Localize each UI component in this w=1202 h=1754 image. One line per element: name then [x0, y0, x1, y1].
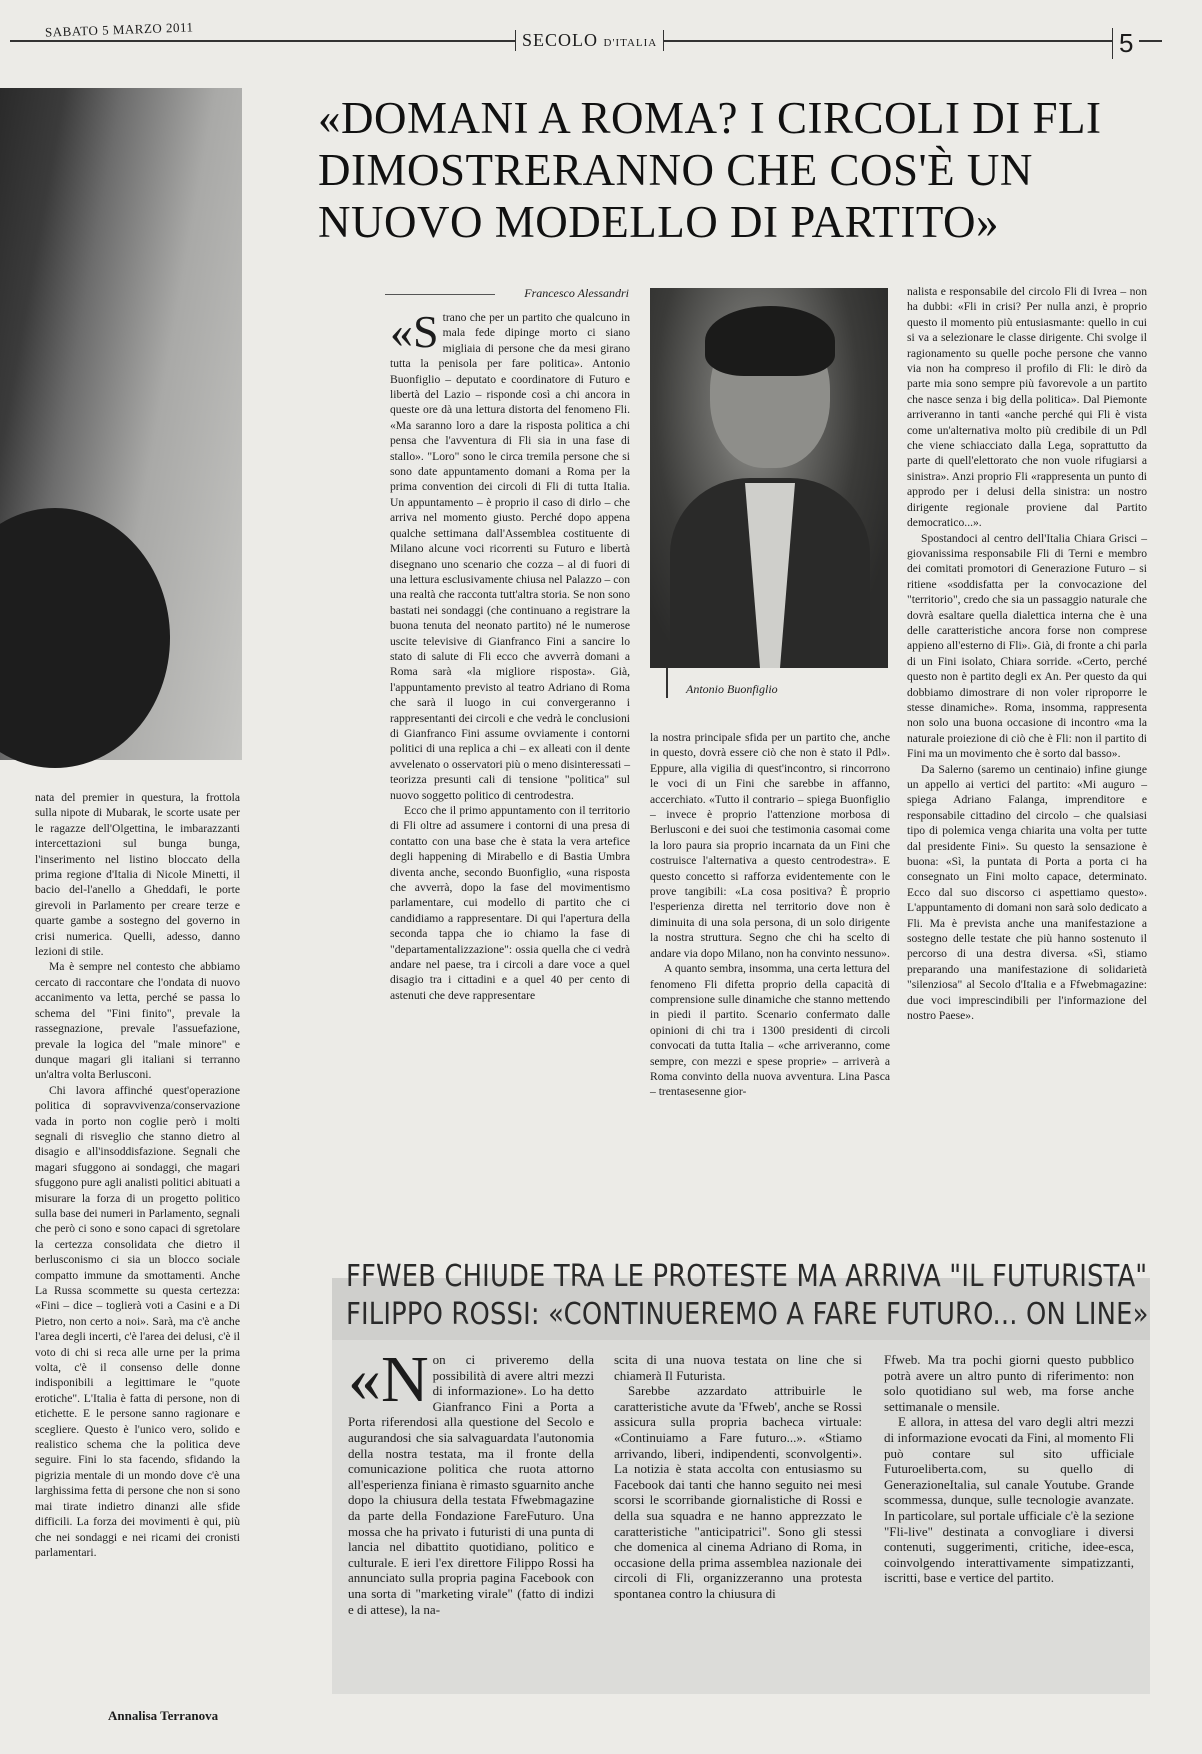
- col2-text: trano che per un partito che qualcuno in mala fede dipinge morto ci siano migliaia di persone che da mesi girano tutta la penisola per fare politica». Antonio Buonfiglio – deputato e coordinatore di Futuro e libertà del Lazio – risponde così a chi ancora in queste ore dà una lettura distorta del fenomeno Fli. «Ma saranno loro a dare la risposta politica a chi pensa che l'avventura di Fli sia in una fase di stallo». "Loro" sono le circa tremila persone che si sono date appuntamento domani a Roma per la prima convention dei circoli di Fli di tutta Italia. Un appuntamento – è proprio il caso di dirlo – che arriva nel momento giusto. Perché dopo appena qualche settimana dall'Assemblea costituente di Milano alcune voci ricorrenti su Futuro e libertà disegnano uno scenario che cozza – al di fuori di una lettura esclusivamente chiusa nel Palazzo – con una realtà che racconta tutt'altra storia. Se non sono bastati nei sondaggi (che continuano a registrare la buona tenuta del neonato partito) né le numerose uscite televisive di Gianfranco Fini a sancire lo stato di salute di Fli ecco che avverrà domani a Roma sarà «la migliore risposta». Già, l'appuntamento previsto al teatro Adriano di Roma che sarà il luogo in cui convergeranno i rappresentanti dei circoli e che vedrà le conclusioni di Gianfranco Fini assume ovviamente i contorni politici di una replica a chi – ex alleati con il dente avvelenato o osservatori più o meno disinteressati – teorizza presunti cali di tensione "politica" sul nuovo soggetto politico di centrodestra.: [390, 311, 630, 802]
- issue-date: SABATO 5 MARZO 2011: [44, 19, 194, 40]
- box-headline-line-1: FFWEB CHIUDE TRA LE PROTESTE MA ARRIVA "IL FUTURISTA": [346, 1259, 1148, 1294]
- left-signature: Annalisa Terranova: [108, 1708, 219, 1723]
- box-col1-text: on ci priveremo della possibilità di avere altri mezzi di informazione». Lo ha detto Gianfranco Fini a Porta a Porta riferendosi alla questione del Secolo e augurandosi che sia salvaguardata l'autonomia della nostra testata, ma il fronte della comunicazione politica che ruota attorno all'esperienza finiana è rimasto sguarnito anche dopo la chiusura della testata Ffwebmagazine da parte della Fondazione FareFuturo. Una mossa che ha privato i futuristi di una punta di lancia nel dibattito quotidiano, politico e culturale. E ieri l'ex direttore Filippo Rossi ha annunciato sulla propria pagina Facebook con una sorta di "marketing virale" (fatto di indizi e di attese), la na-: [348, 1352, 594, 1617]
- left-col-paragraph: Ma è sempre nel contesto che abbiamo cercato di raccontare che l'ondata di nuovo accanimento va letta, perché se passa lo schema del "Fini finito", prevale la rassegnazione, prevale l'assuefazione, prevale la logica del "male minore" e dunque magari gli italiani si terranno un'altra volta Berlusconi.: [35, 960, 240, 1082]
- box-col2-paragraph: Sarebbe azzardato attribuirle le caratteristiche avute da 'Ffweb', anche se Rossi assicura sulla propria bacheca virtuale: «Continuiamo a Fare futuro...». «Stiamo arrivando, liberi, indipendenti, sconvolgenti». La notizia è stata accolta con entusiasmo su Facebook dai tanti che hanno seguito nei mesi scorsi le scorribande giornalistiche di Rossi e della sua squadra e ne hanno apprezzato le caratteristiche "anticipatrici". Sono gli stessi che domenica al cinema Adriano di Roma, in occasione della prima assemblea nazionale dei circoli di Fli, organizzeranno una protesta spontanea contro la chiusura di: [614, 1383, 862, 1601]
- photo-caption: Antonio Buonfiglio: [686, 682, 778, 696]
- left-photo: [0, 88, 242, 760]
- caption-bar: [666, 668, 668, 698]
- box-column-2: [614, 1352, 862, 1602]
- box-col2-paragraph: scita di una nuova testata on line che si chiamerà Il Futurista.: [614, 1352, 862, 1383]
- drop-cap: «S: [390, 306, 439, 357]
- col3-paragraph: la nostra principale sfida per un partito che, anche in questo, dovrà essere ciò che non è stato il Pdl». Eppure, alla vigilia di quest'incontro, si rincorrono le voci di un Fini che sarebbe in affanno, accerchiato. «Tutto il contrario – spiega Buonfiglio – invece è proprio l'attenzione morbosa di Berlusconi e dei suoi che testimonia casomai come la loro paura sia proprio incarnata da un Fini che costruisce l'alternativa a questo centrodestra». E questo concetto si rafforza evidentemente con le prove tangibili: «La cosa positiva? È proprio l'esperienza diretta nel territorio dove non è diminuita di una sola persona, di un solo dirigente la nostra struttura. Segno che chi ha scelto di andare via dopo Milano, non ha convinto nessuno».: [650, 731, 890, 960]
- portrait-photo: [650, 288, 888, 668]
- left-photo-figure: [0, 508, 170, 768]
- paper-masthead: [515, 30, 664, 51]
- article-headline: «DOMANI A ROMA? I CIRCOLI DI FLI DIMOSTRERANNO CHE COS'È UN NUOVO MODELLO DI PARTITO»: [318, 93, 1102, 247]
- byline: Francesco Alessandri: [385, 286, 629, 301]
- col4-paragraph: nalista e responsabile del circolo Fli di Ivrea – non ha dubbi: «Fli in crisi? Per nulla anzi, è proprio questo il momento più entusiasmante: quello in cui si va a selezionare le classe dirigente. Chi svolge il ragionamento su quelle poche persone che vanno via non ha compreso il profilo di Fli: le dirò da parte mia sono sempre più favorevole a un partito che nasce senza i big della politica». Dal Piemonte arriveranno in tanti «anche perché qui Fli è vista come un'alternativa molto più credibile di un Pdl che viene schiacciato dalla Lega, soprattutto da parte di quell'elettorato che non vuole rifugiarsi a sinistra». Anzi proprio Fli «rappresenta un punto di approdo per i delusi della sinistra: un nostro dirigente regionale proviene dal Partito democratico...».: [907, 285, 1147, 530]
- col2-paragraph: [390, 306, 630, 803]
- paper-name: SECOLO: [522, 30, 599, 50]
- col4-paragraph: Spostandoci al centro dell'Italia Chiara Grisci – giovanissima responsabile Fli di Terni e membro dei comitati promotori di Generazione Futuro – si ritiene «soddisfatta per la convocazione del "territorio", credo che sia un passaggio naturale che dovrà esaltare quella dialettica interna che è una delle caratteristiche ancora forse non comprese appieno all'esterno di Fli». Già, di fronte a chi parla di un Fini isolato, Chiara sorride. «Certo, perché questo non è partito degli ex An. Per questo da qui dobbiamo dimostrare di non voler riproporre le stesse dinamiche». Roma, insomma, rappresenta non solo una buona occasione di incontro «ma la naturale proiezione di ciò che è Fli: non il partito di Fini ma un movimento che è sorto dal basso».: [907, 531, 1147, 761]
- photo-hair: [705, 306, 835, 376]
- left-column: [35, 790, 240, 1560]
- page-number: 5: [1112, 28, 1139, 59]
- left-col-paragraph: Chi lavora affinché quest'operazione politica di sopravvivenza/conservazione vada in porto non coglie però i molti segnali di risveglio che stanno dietro al disagio e all'insoddisfazione. Segnali che magari sfuggono ai sondaggi, che magari sfuggono pure agli analisti politici abituati a misurare la forza di un progetto politico sulla base dei numeri in Parlamento, segnali che però ci sono e sono capaci di sgretolare la certezza consolidata che dietro il berlusconismo ci sia un blocco sociale compatto immune da smottamenti. Anche La Russa scommette su questa certezza: «Fini – dice – toglierà voti a Casini e a Di Pietro, non certo a noi». Sarà, ma c'è anche l'area degli incerti, c'è l'area dei delusi, c'è il voto di chi si reca alle urne per la prima volta, c'è il consenso delle donne indisponibili a legittimare le "quote erotiche". L'Italia è fatta di persone, non di etichette. E le persone sanno ragionare e scegliere. Questo è l'unico vero, solido e realistico schema che la politica deve seguire. Fini lo sta facendo, sfidando la pigrizia mentale di un mondo dove c'è una larghissima fetta di persone che non si sono mai tirate indietro dinanzi alle sfide difficili. La forza dei movimenti è qui, più che nei sondaggi e nei ricami dei cronisti parlamentari.: [35, 1083, 240, 1559]
- box-col1-paragraph: [348, 1343, 594, 1617]
- article-column-3: [650, 730, 890, 1100]
- box-headline-line-2: FILIPPO ROSSI: «CONTINUEREMO A FARE FUTURO... ON LINE»: [346, 1297, 1149, 1332]
- col2-paragraph: Ecco che il primo appuntamento con il territorio di Fli oltre ad assumere i contorni di una presa di contatto con una base che è stata la vera artefice degli happening di Mirabello e di Bastia Umbra diventa anche, secondo Buonfiglio, «una risposta che avverrà, dopo la fase del movimentismo parlamentare, cui modello di partito che ci candidiamo a rappresentare. Di qui l'apertura della seconda tappa che io chiamo la fase di "departamentalizzazione": ossia quella che ci vedrà andare nel paese, tra i circoli a dare voce a quel disagio tra i cittadini e a quel 40 per cento di astenuti che deve rappresentare: [390, 804, 630, 1002]
- article-column-2: [390, 306, 630, 1003]
- box-col3-paragraph: E allora, in attesa del varo degli altri mezzi di informazione evocati da Fini, al momento Fli può contare sul sito ufficiale Futuroeliberta.com, su quello di GenerazioneItalia, sul canale Youtube. Grande scommessa, dunque, sulle tecnologie avanzate. In particolare, sul portale ufficiale c'è la sezione "Fli-live" destinata a convogliare i diversi contenuti, suggerimenti, critiche, idee-esca, coinvolgendo interattivamente simpatizzanti, iscritti, base e vertice del partito.: [884, 1414, 1134, 1586]
- col3-paragraph: A quanto sembra, insomma, una certa lettura del fenomeno Fli difetta proprio della capacità di comprensione sulle dinamiche che stanno mettendo in piedi il partito. Scenario confermato dalle opinioni di chi tra i 1300 presidenti di circoli convocati da tutta Italia – «che arriveranno, come sempre, con mezzi e spese proprie» – arriverà a Roma convinto della nuova avventura. Lina Pasca – trentasesenne gior-: [650, 962, 890, 1099]
- box-drop-cap: «N: [348, 1343, 429, 1416]
- box-column-3: [884, 1352, 1134, 1586]
- left-col-paragraph: nata del premier in questura, la frottola sulla nipote di Mubarak, le scorte usate per le ragazze dell'Olgettina, le imbarazzanti intercettazioni sul bunga bunga, l'inserimento nel listino bloccato della prima regione d'Italia di Nicole Minetti, il bacio del-l'anello a Gheddafi, le porte girevoli in Parlamento per creare terze e quarte gambe a sostegno del governo in crisi numerica. Quelli, adesso, danno lezioni di stile.: [35, 791, 240, 959]
- article-column-4: [907, 284, 1147, 1024]
- box-column-1: [348, 1343, 594, 1617]
- col4-paragraph: Da Salerno (saremo un centinaio) infine giunge un appello ai vertici del partito: «Mi auguro – spiega Adriano Falanga, imprenditore e responsabile cittadino del circolo – che qualsiasi tipo di polemica venga chiarita una volta per tutte dal presidente Fini». Su questo la sensazione è buona: «Sì, la puntata di Porta a porta ci ha consegnato un Fini molto capace, determinato. Ecco dal suo discorso ci aspettiamo questo». L'appuntamento di domani non sarà solo dedicato a Fli. Ma è prevista anche una manifestazione a sostegno delle testate che più hanno sostenuto il percorso di una destra diversa. «Sì, stiamo preparando una manifestazione di solidarietà "silenziosa" al Secolo d'Italia e a Ffwebmagazine: due voci imprescindibili per l'informazione del nostro Paese».: [907, 762, 1147, 1023]
- paper-name-suffix: D'ITALIA: [603, 37, 658, 49]
- box-col3-paragraph: Ffweb. Ma tra pochi giorni questo pubblico potrà avere un altro punto di riferimento: non solo quotidiano sul web, ma forse anche settimanale o mensile.: [884, 1352, 1134, 1414]
- box-headline: [346, 1258, 1149, 1334]
